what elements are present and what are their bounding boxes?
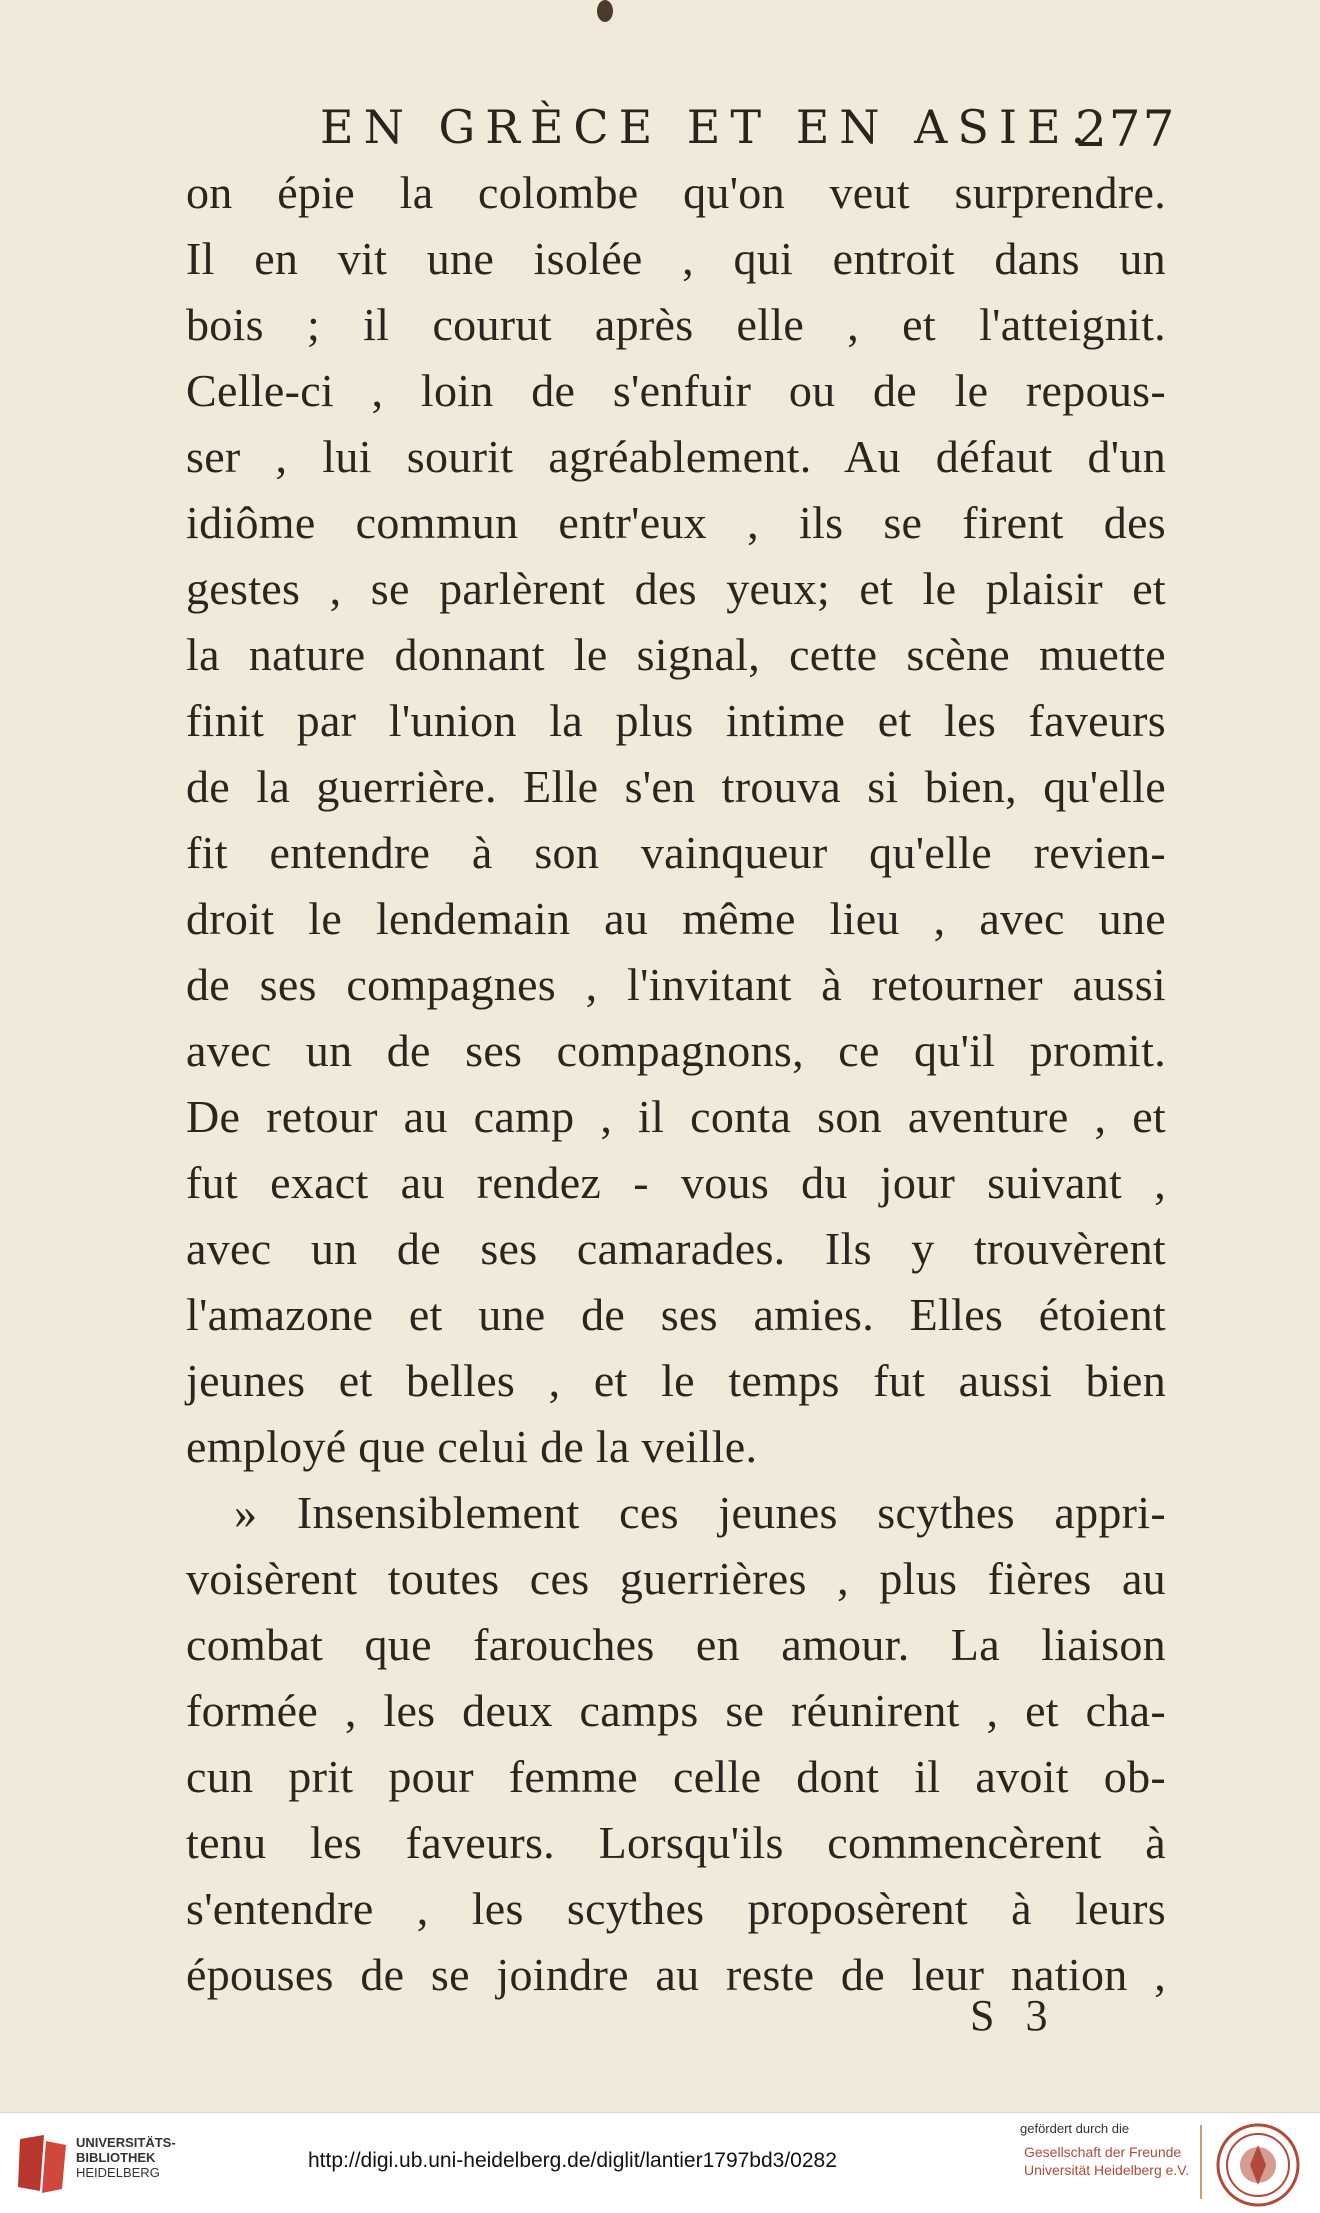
text-line: idiôme commun entr'eux , ils se firent des bbox=[186, 497, 1166, 548]
text-line: avec un de ses camarades. Ils y trouvèrent bbox=[186, 1223, 1166, 1274]
text-line: avec un de ses compagnons, ce qu'il promit. bbox=[186, 1025, 1166, 1076]
text-line: s'entendre , les scythes proposèrent à leurs bbox=[186, 1883, 1166, 1934]
text-line: voisèrent toutes ces guerrières , plus fières au bbox=[186, 1553, 1166, 1604]
text-line: combat que farouches en amour. La liaison bbox=[186, 1619, 1166, 1670]
text-line: Il en vit une isolée , qui entroit dans un bbox=[186, 233, 1166, 284]
text-line: de la guerrière. Elle s'en trouva si bien, qu'elle bbox=[186, 761, 1166, 812]
text-line: finit par l'union la plus intime et les faveurs bbox=[186, 695, 1166, 746]
text-line: gestes , se parlèrent des yeux; et le plaisir et bbox=[186, 563, 1166, 614]
digitization-footer bbox=[0, 2112, 1320, 2213]
permalink-url[interactable]: http://digi.ub.uni-heidelberg.de/diglit/lantier1797bd3/0282 bbox=[308, 2149, 837, 2172]
running-head: EN GRÈCE ET EN ASIE. bbox=[320, 100, 1096, 154]
page-header bbox=[0, 92, 1320, 162]
text-line: épouses de se joindre au reste de leur nation , bbox=[186, 1949, 1166, 2000]
university-seal-icon bbox=[1216, 2123, 1300, 2207]
text-line: tenu les faveurs. Lorsqu'ils commencèrent à bbox=[186, 1817, 1166, 1868]
sponsor-label: gefördert durch die bbox=[1020, 2121, 1130, 2136]
text-line: employé que celui de la veille. bbox=[186, 1421, 758, 1472]
text-line: Celle-ci , loin de s'enfuir ou de le repous- bbox=[186, 365, 1166, 416]
text-line: » Insensiblement ces jeunes scythes appri- bbox=[234, 1487, 1166, 1538]
text-line: de ses compagnes , l'invitant à retourner aussi bbox=[186, 959, 1166, 1010]
page-number: 277 bbox=[1075, 100, 1177, 158]
text-line: bois ; il courut après elle , et l'atteignit. bbox=[186, 299, 1166, 350]
text-line: la nature donnant le signal, cette scène muette bbox=[186, 629, 1166, 680]
text-line: De retour au camp , il conta son aventure , et bbox=[186, 1091, 1166, 1142]
footer-divider bbox=[1200, 2125, 1202, 2199]
text-line: on épie la colombe qu'on veut surprendre. bbox=[186, 167, 1166, 218]
text-line: fut exact au rendez - vous du jour suivant , bbox=[186, 1157, 1166, 1208]
sponsor-name: Gesellschaft der Freunde Universität Heidelberg e.V. bbox=[1024, 2144, 1190, 2178]
library-logo-icon bbox=[14, 2131, 70, 2195]
text-line: jeunes et belles , et le temps fut aussi bien bbox=[186, 1355, 1166, 1406]
signature-mark: S 3 bbox=[970, 1991, 1058, 2040]
text-line: fit entendre à son vainqueur qu'elle revien- bbox=[186, 827, 1166, 878]
ink-blot-mark bbox=[597, 0, 613, 22]
text-line: droit le lendemain au même lieu , avec une bbox=[186, 893, 1166, 944]
text-line: formée , les deux camps se réunirent , et cha- bbox=[186, 1685, 1166, 1736]
library-name: UNIVERSITÄTS- BIBLIOTHEK HEIDELBERG bbox=[76, 2135, 176, 2180]
text-line: l'amazone et une de ses amies. Elles étoient bbox=[186, 1289, 1166, 1340]
text-line: cun prit pour femme celle dont il avoit ob- bbox=[186, 1751, 1166, 1802]
text-line: ser , lui sourit agréablement. Au défaut d'un bbox=[186, 431, 1166, 482]
